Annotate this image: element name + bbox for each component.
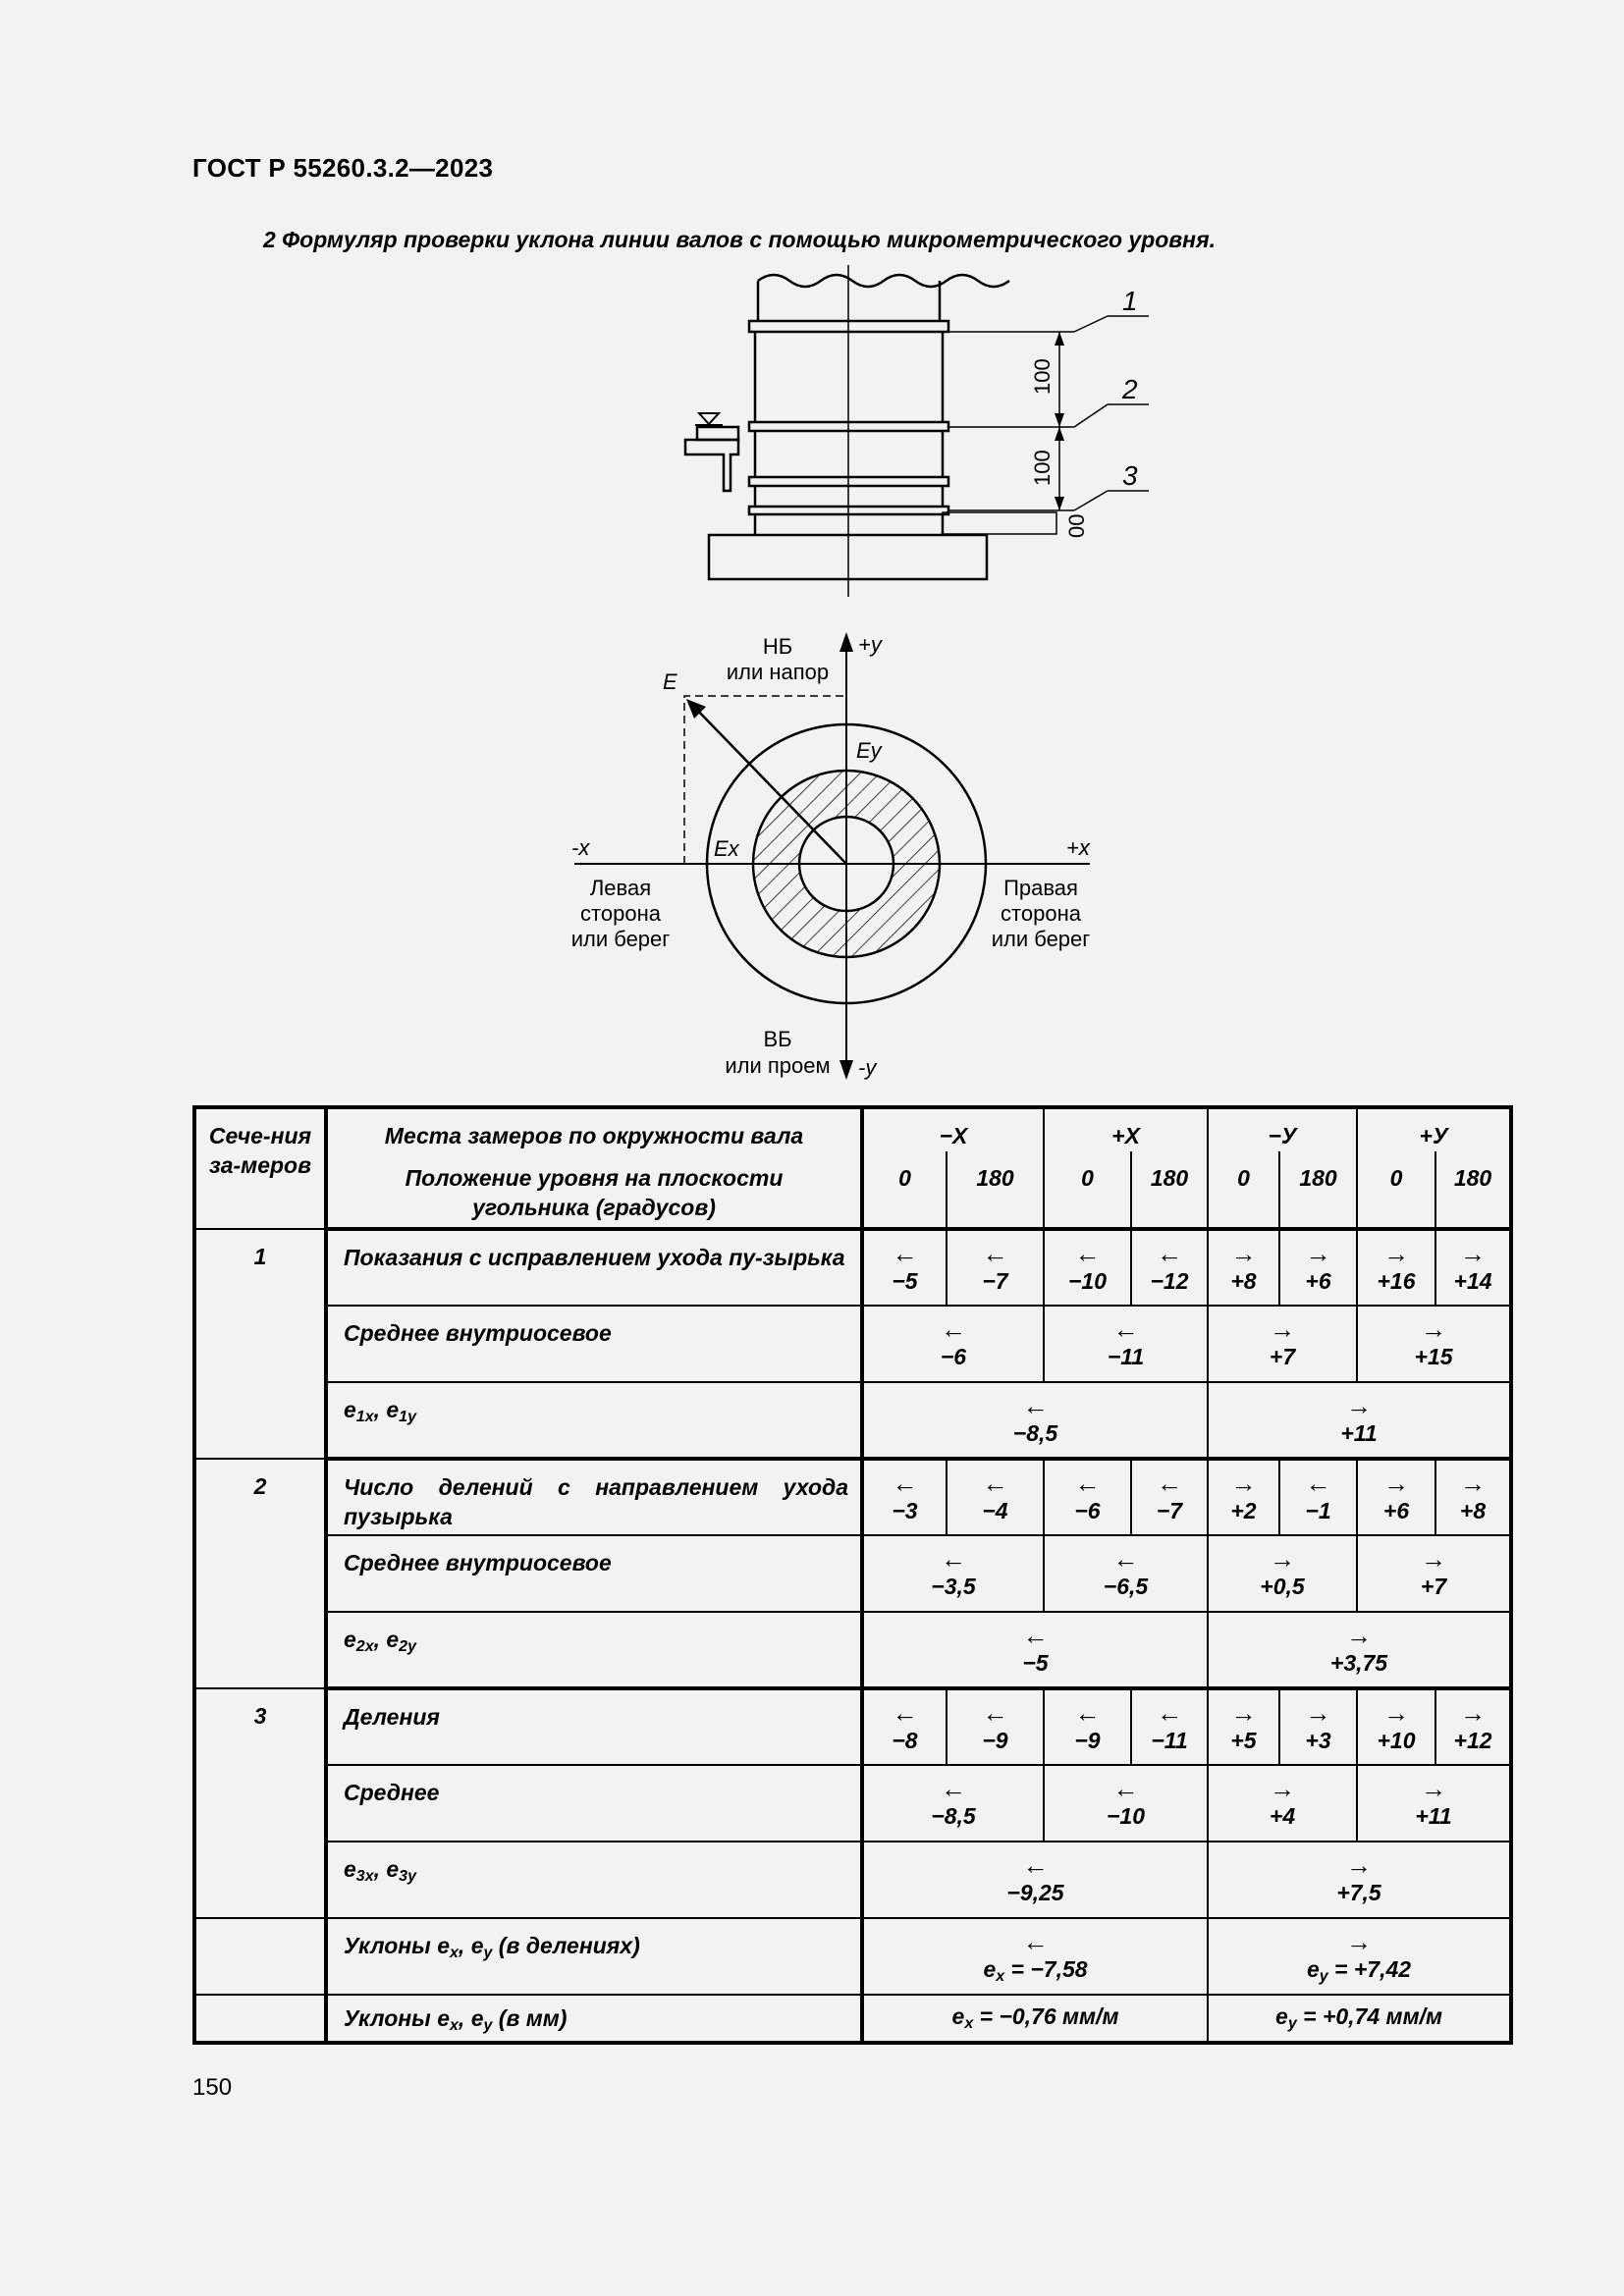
- header-position: Положение уровня на плоскости угольника (градусов): [326, 1151, 862, 1229]
- row-label: $e_{3x}$, $e_{3y}$: [326, 1842, 862, 1918]
- value-cell: ← −8,5: [862, 1382, 1208, 1459]
- section-number: 3: [194, 1688, 326, 1918]
- dim-100-upper: 100: [1030, 358, 1055, 395]
- value-cell: ← −6: [1044, 1459, 1131, 1535]
- value-cell: → +7,5: [1208, 1842, 1511, 1918]
- value-cell: ← −8: [862, 1688, 947, 1765]
- label-right-1: Правая: [1003, 876, 1078, 900]
- label-vector-ex: Ex: [714, 836, 739, 861]
- axis-plus-x: +х: [1066, 835, 1090, 860]
- row-label: $e_{2x}$, $e_{2y}$: [326, 1612, 862, 1688]
- value-cell: → +12: [1435, 1688, 1511, 1765]
- value-cell: ← −6,5: [1044, 1535, 1208, 1612]
- axis-minus-y: -у: [858, 1055, 877, 1080]
- header-angle: 180: [947, 1151, 1044, 1229]
- technical-drawing: [0, 0, 1624, 1099]
- header-axis-plus-x: +Х: [1044, 1107, 1208, 1151]
- header-section: Сече-ния за-меров: [194, 1107, 326, 1229]
- header-angle: 0: [1208, 1151, 1279, 1229]
- label-vector-ey: Ey: [856, 738, 882, 763]
- label-right-2: сторона: [1001, 901, 1081, 926]
- label-bottom-1: ВБ: [763, 1027, 792, 1051]
- value-cell: → +0,5: [1208, 1535, 1357, 1612]
- value-cell: → +8: [1435, 1459, 1511, 1535]
- axis-plus-y: +у: [858, 632, 882, 657]
- value-cell: ← −9,25: [862, 1842, 1208, 1918]
- value-cell: → +11: [1357, 1765, 1511, 1842]
- value-cell: ← −6: [862, 1306, 1044, 1382]
- value-cell: → +10: [1357, 1688, 1435, 1765]
- value-cell: ← −9: [947, 1688, 1044, 1765]
- value-cell: → +7: [1357, 1535, 1511, 1612]
- label-left-3: или берег: [570, 927, 671, 951]
- value-cell: → +14: [1435, 1229, 1511, 1306]
- document-header: ГОСТ Р 55260.3.2—2023: [192, 153, 494, 183]
- figure-caption: 2 Формуляр проверки уклона линии валов с помощью микрометрического уровня.: [263, 227, 1217, 252]
- value-cell: → +2: [1208, 1459, 1279, 1535]
- value-cell: → +15: [1357, 1306, 1511, 1382]
- dim-100-lower: 100: [1030, 450, 1055, 486]
- section-number: 2: [194, 1459, 326, 1688]
- value-cell: → +5: [1208, 1688, 1279, 1765]
- value-cell: ← −12: [1131, 1229, 1208, 1306]
- slope-x-mm: $e_x = -0,76$ мм/м: [862, 1995, 1208, 2043]
- value-cell: → +4: [1208, 1765, 1357, 1842]
- row-label: Среднее: [326, 1765, 862, 1842]
- slope-y-mm: $e_y = +0,74$ мм/м: [1208, 1995, 1511, 2043]
- value-cell: ← −9: [1044, 1688, 1131, 1765]
- value-cell: ← −5: [862, 1612, 1208, 1688]
- value-cell: ← −1: [1279, 1459, 1357, 1535]
- header-places: Места замеров по окружности вала: [326, 1107, 862, 1151]
- axis-minus-x: -х: [571, 835, 590, 860]
- header-angle: 0: [862, 1151, 947, 1229]
- row-label: Среднее внутриосевое: [326, 1306, 862, 1382]
- slope-vector-diagram: [574, 632, 1090, 1080]
- row-label: Число делений с направлением ухода пузырька: [326, 1459, 862, 1535]
- slopes-mm-label: Уклоны $e_x$, $e_y$ (в мм): [326, 1995, 862, 2043]
- callout-2: 2: [1122, 374, 1138, 404]
- value-cell: → +3: [1279, 1688, 1357, 1765]
- value-cell: → +3,75: [1208, 1612, 1511, 1688]
- value-cell: ← −11: [1044, 1306, 1208, 1382]
- label-top-1: НБ: [762, 634, 793, 659]
- header-angle: 180: [1131, 1151, 1208, 1229]
- value-cell: ← −10: [1044, 1765, 1208, 1842]
- row-label: Деления: [326, 1688, 862, 1765]
- value-cell: ← −11: [1131, 1688, 1208, 1765]
- slope-x-divisions: ← $e_x = -7,58$: [862, 1918, 1208, 1995]
- value-cell: ← −7: [1131, 1459, 1208, 1535]
- label-bottom-2: или проем: [725, 1053, 831, 1078]
- value-cell: ← −8,5: [862, 1765, 1044, 1842]
- row-label: Среднее внутриосевое: [326, 1535, 862, 1612]
- label-vector-e: E: [663, 669, 677, 694]
- callout-3: 3: [1122, 460, 1138, 491]
- value-cell: ← −7: [947, 1229, 1044, 1306]
- value-cell: ← −4: [947, 1459, 1044, 1535]
- value-cell: → +8: [1208, 1229, 1279, 1306]
- label-right-3: или берег: [991, 927, 1091, 951]
- value-cell: ← −3,5: [862, 1535, 1044, 1612]
- section-number: 1: [194, 1229, 326, 1459]
- page-number: 150: [192, 2074, 233, 2101]
- value-cell: → +16: [1357, 1229, 1435, 1306]
- slopes-divisions-label: Уклоны $e_x$, $e_y$ (в делениях): [326, 1918, 862, 1995]
- empty-section-cell: [194, 1995, 326, 2043]
- value-cell: → +6: [1357, 1459, 1435, 1535]
- empty-section-cell: [194, 1918, 326, 1995]
- row-label: Показания с исправлением ухода пу-зырька: [326, 1229, 862, 1306]
- dim-00: 00: [1064, 513, 1089, 538]
- value-cell: ← −5: [862, 1229, 947, 1306]
- callout-1: 1: [1122, 286, 1138, 316]
- slope-y-divisions: → $e_y = +7,42$: [1208, 1918, 1511, 1995]
- header-axis-minus-y: −У: [1208, 1107, 1357, 1151]
- value-cell: → +7: [1208, 1306, 1357, 1382]
- value-cell: → +6: [1279, 1229, 1357, 1306]
- shaft-figure: [685, 265, 1149, 597]
- measurement-form-table: [192, 1105, 1513, 2045]
- header-angle: 180: [1279, 1151, 1357, 1229]
- header-angle: 0: [1357, 1151, 1435, 1229]
- label-left-2: сторона: [580, 901, 661, 926]
- header-axis-minus-x: −Х: [862, 1107, 1044, 1151]
- value-cell: → +11: [1208, 1382, 1511, 1459]
- value-cell: ← −10: [1044, 1229, 1131, 1306]
- label-top-2: или напор: [726, 660, 830, 684]
- header-axis-plus-y: +У: [1357, 1107, 1511, 1151]
- header-angle: 180: [1435, 1151, 1511, 1229]
- row-label: $e_{1x}$, $e_{1y}$: [326, 1382, 862, 1459]
- header-angle: 0: [1044, 1151, 1131, 1229]
- value-cell: ← −3: [862, 1459, 947, 1535]
- label-left-1: Левая: [589, 876, 652, 900]
